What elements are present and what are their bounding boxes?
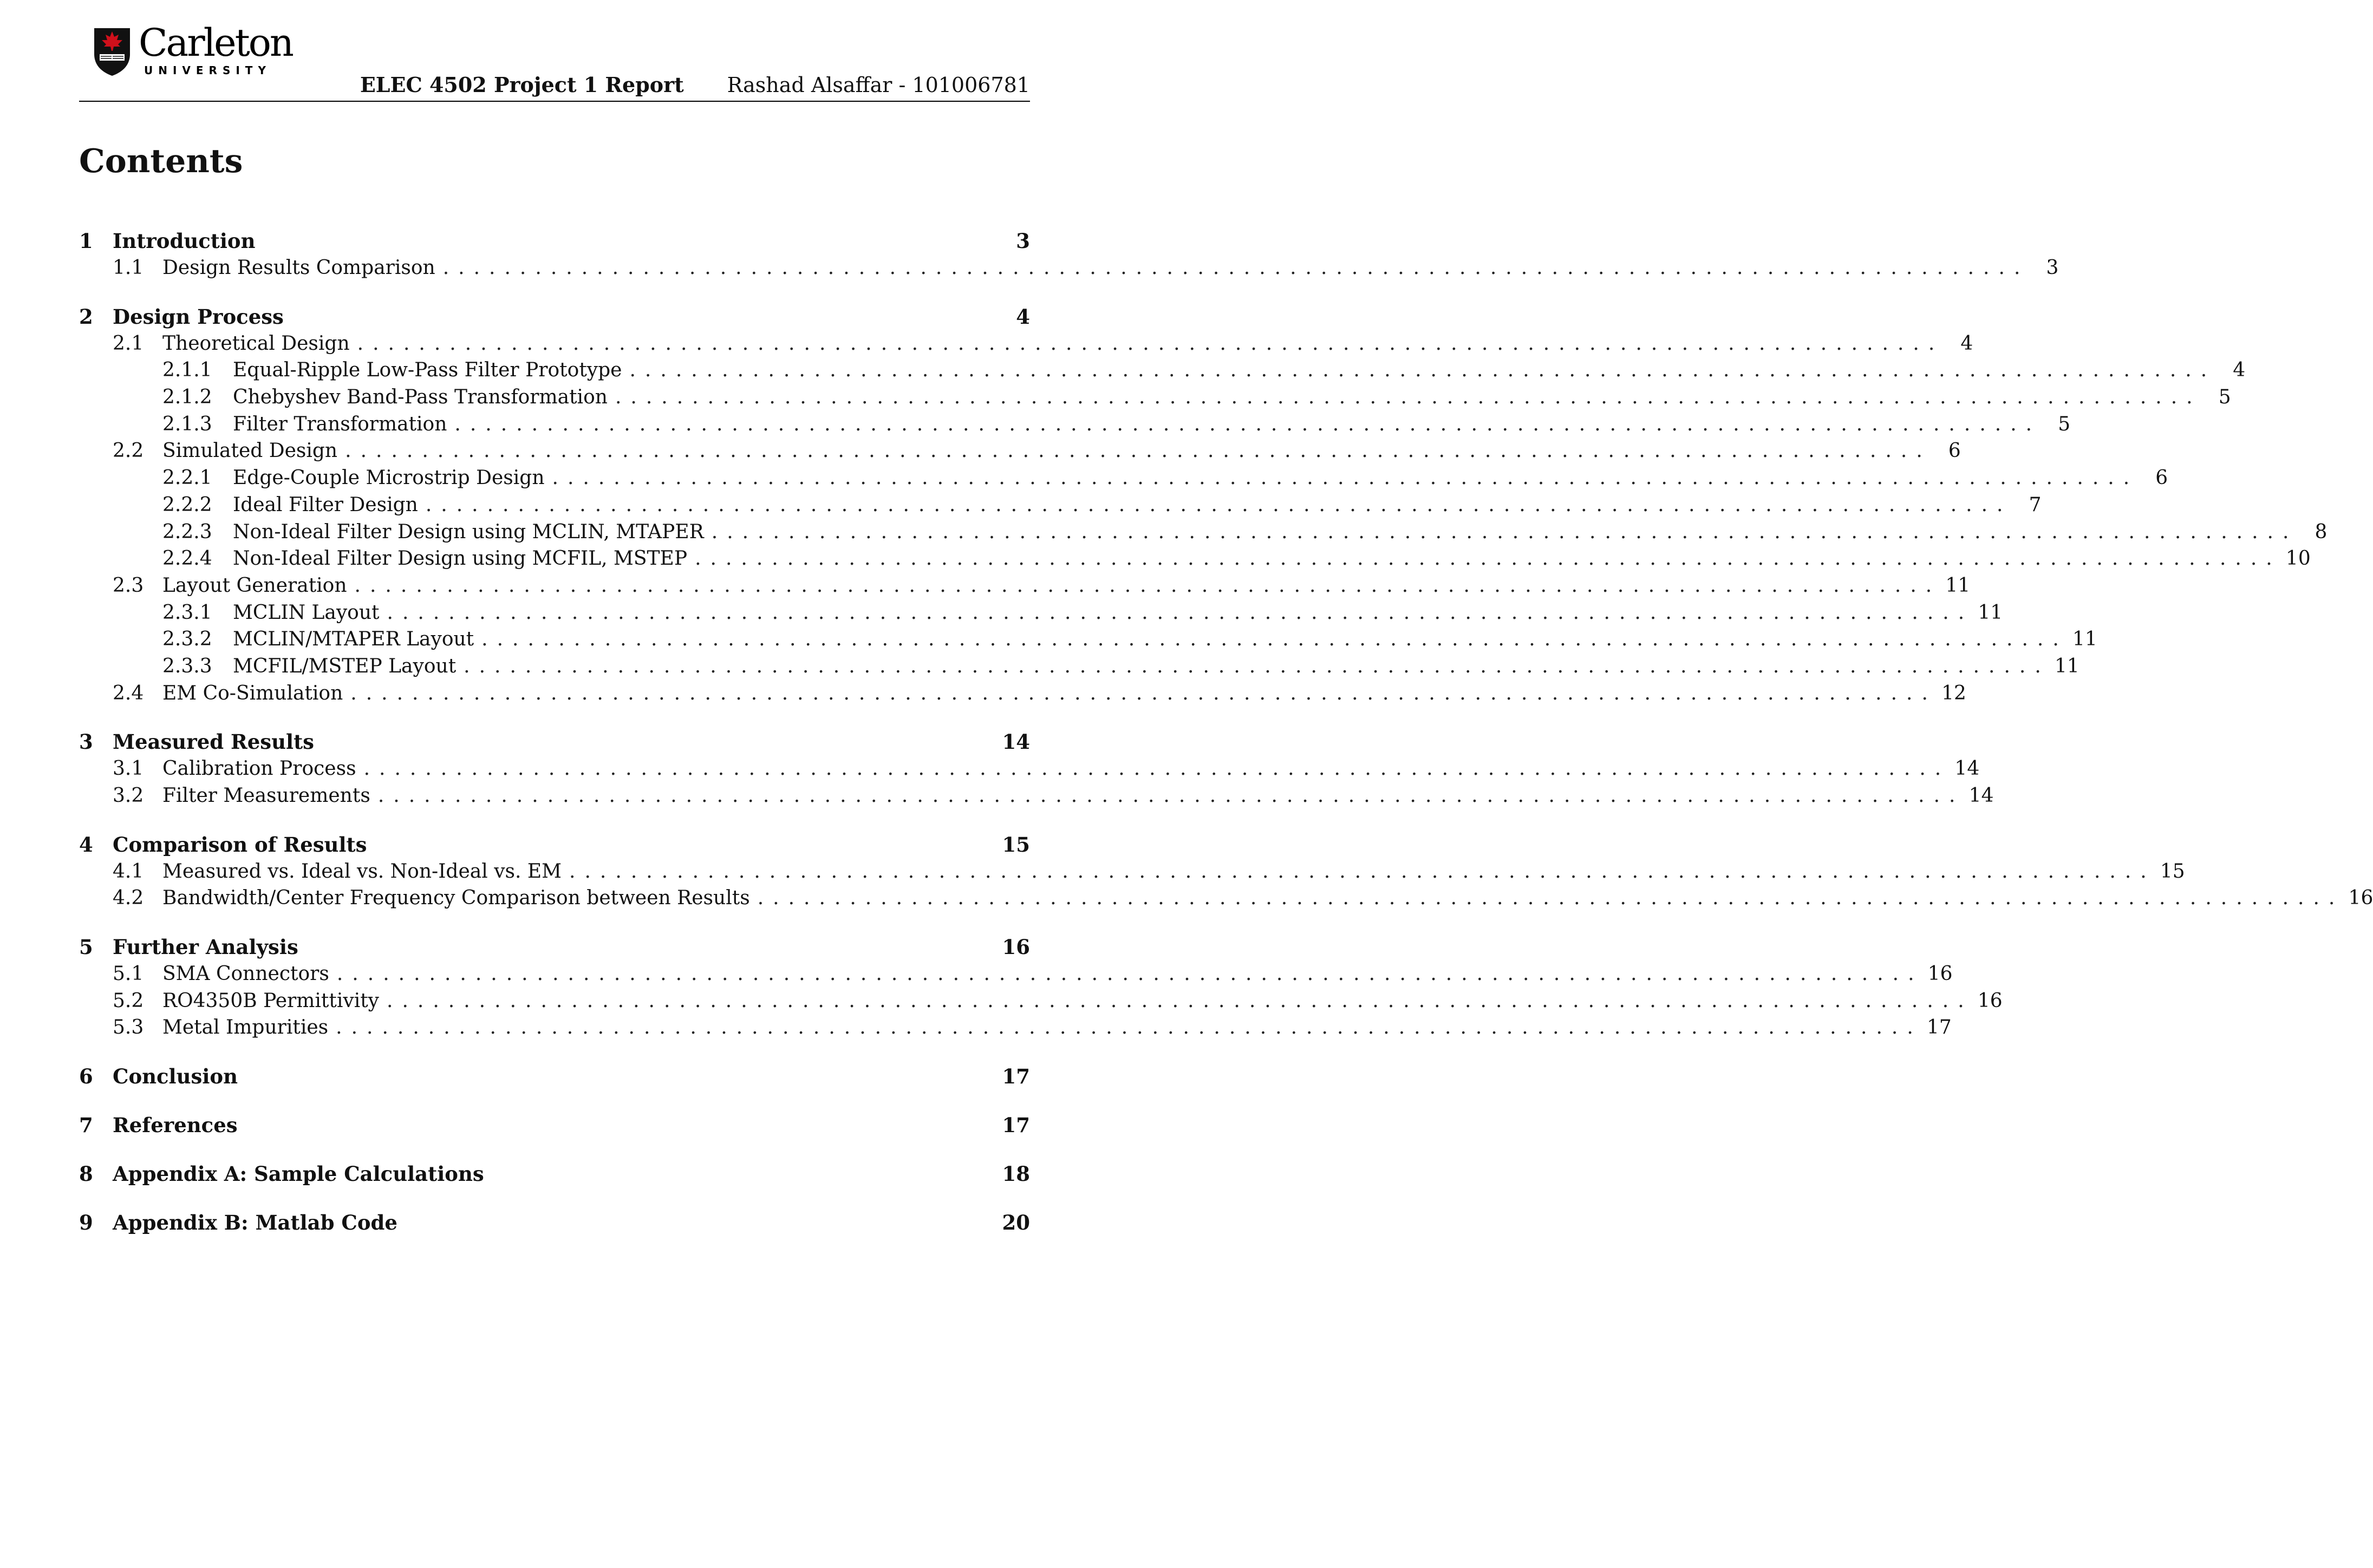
page-header: [79, 21, 1030, 102]
toc-section[interactable]: [79, 1063, 1030, 1090]
toc-subsubsection[interactable]: [79, 357, 2246, 384]
toc-page: 16: [2348, 887, 2373, 910]
toc-number: 3: [79, 730, 93, 754]
toc-title: Conclusion: [113, 1064, 238, 1089]
toc-number: 3.2: [113, 785, 144, 807]
toc-page: 5: [2058, 413, 2071, 435]
toc-subsubsection[interactable]: [79, 465, 2168, 492]
toc-page: 6: [1948, 440, 1961, 462]
toc-title: SMA Connectors: [162, 963, 329, 985]
toc-number: 2.1.3: [162, 413, 212, 435]
toc-title: References: [113, 1113, 238, 1138]
toc-number: 2.3: [113, 574, 144, 597]
table-of-contents: [79, 227, 2373, 1236]
toc-title: Comparison of Results: [113, 832, 367, 857]
toc-subsection[interactable]: [79, 988, 2003, 1015]
toc-subsection[interactable]: [79, 1014, 1952, 1041]
toc-number: 2.2.3: [162, 520, 212, 543]
toc-leader: .......................................................................................................: [442, 257, 2030, 279]
toc-page: 17: [1002, 1064, 1030, 1089]
toc-page: 11: [1945, 574, 1971, 597]
logo-subtitle: UNIVERSITY: [144, 64, 271, 77]
toc-number: 6: [79, 1064, 93, 1089]
toc-title: Measured Results: [113, 730, 314, 754]
toc-title: MCLIN Layout: [233, 601, 380, 624]
toc-number: 9: [79, 1211, 93, 1235]
toc-section[interactable]: [79, 831, 1030, 858]
toc-page: 10: [2285, 547, 2311, 570]
toc-subsubsection[interactable]: [79, 653, 2079, 680]
toc-leader: .......................................................................................................: [695, 547, 2281, 570]
toc-page: 14: [1002, 730, 1030, 754]
toc-number: 2.4: [113, 682, 144, 704]
toc-number: 2: [79, 304, 93, 329]
toc-number: 5.1: [113, 963, 144, 985]
toc-title: Measured vs. Ideal vs. Non-Ideal vs. EM: [162, 860, 562, 883]
toc-number: 2.1: [113, 332, 144, 355]
toc-leader: .......................................................................................................: [464, 655, 2050, 677]
toc-page: 20: [1002, 1211, 1030, 1235]
toc-subsection[interactable]: [79, 437, 1961, 465]
toc-number: 2.2.2: [162, 493, 212, 516]
toc-number: 4.2: [113, 887, 144, 910]
toc-leader: .......................................................................................................: [757, 887, 2344, 910]
toc-title: Calibration Process: [162, 757, 356, 780]
toc-number: 5.3: [113, 1016, 144, 1039]
toc-page: 8: [2315, 520, 2328, 543]
toc-section[interactable]: [79, 1209, 1030, 1236]
toc-subsubsection[interactable]: [79, 545, 2311, 572]
toc-page: 16: [1977, 989, 2003, 1012]
header-rule: [79, 101, 1030, 102]
toc-subsection[interactable]: [79, 572, 1971, 599]
toc-page: 16: [1002, 935, 1030, 959]
toc-number: 2.1.1: [162, 359, 212, 382]
toc-subsubsection[interactable]: [79, 411, 2071, 438]
toc-subsection[interactable]: [79, 885, 2373, 912]
toc-leader: .......................................................................................................: [345, 440, 1932, 462]
toc-leader: .......................................................................................................: [629, 359, 2216, 382]
toc-page: 14: [1968, 785, 1994, 807]
toc-leader: .......................................................................................................: [336, 1016, 1922, 1039]
toc-section[interactable]: [79, 227, 1030, 254]
toc-title: Design Process: [113, 304, 284, 329]
toc-title: Design Results Comparison: [162, 257, 435, 279]
toc-page: 12: [1941, 682, 1966, 704]
toc-subsection[interactable]: [79, 680, 1966, 707]
shield-icon: [93, 27, 131, 77]
toc-page: 18: [1002, 1162, 1030, 1186]
toc-page: 17: [1002, 1113, 1030, 1138]
toc-number: 2.1.2: [162, 386, 212, 409]
toc-page: 11: [1978, 601, 2003, 624]
toc-page: 11: [2072, 628, 2097, 651]
carleton-logo: [93, 21, 310, 81]
toc-number: 7: [79, 1113, 93, 1138]
toc-section[interactable]: [79, 303, 1030, 330]
toc-title: Filter Transformation: [233, 413, 447, 435]
toc-section[interactable]: [79, 1160, 1030, 1187]
toc-leader: .......................................................................................................: [425, 493, 2012, 516]
toc-page: 4: [1960, 332, 1973, 355]
toc-subsection[interactable]: [79, 782, 1994, 809]
toc-leader: .......................................................................................................: [387, 601, 1974, 624]
toc-leader: .......................................................................................................: [454, 413, 2042, 435]
toc-subsubsection[interactable]: [79, 626, 2097, 653]
toc-number: 4.1: [113, 860, 144, 883]
toc-title: Appendix B: Matlab Code: [113, 1211, 397, 1235]
toc-leader: .......................................................................................................: [481, 628, 2068, 651]
toc-number: 2.2.4: [162, 547, 212, 570]
header-author: Rashad Alsaffar - 101006781: [727, 73, 1030, 97]
toc-title: Metal Impurities: [162, 1016, 329, 1039]
toc-leader: .......................................................................................................: [354, 574, 1941, 597]
toc-leader: .......................................................................................................: [711, 520, 2298, 543]
toc-title: Further Analysis: [113, 935, 298, 959]
toc-page: 17: [1926, 1016, 1952, 1039]
toc-leader: .......................................................................................................: [552, 467, 2139, 489]
toc-section[interactable]: [79, 1112, 1030, 1139]
toc-subsection[interactable]: [79, 755, 1980, 782]
toc-subsection[interactable]: [79, 858, 2185, 885]
running-header: [360, 75, 1030, 95]
toc-leader: .......................................................................................................: [350, 682, 1937, 704]
toc-page: 15: [1002, 832, 1030, 857]
toc-title: Non-Ideal Filter Design using MCLIN, MTAPER: [233, 520, 704, 543]
toc-title: Layout Generation: [162, 574, 347, 597]
toc-leader: .......................................................................................................: [387, 989, 1973, 1012]
toc-title: Appendix A: Sample Calculations: [113, 1162, 484, 1186]
toc-number: 4: [79, 832, 93, 857]
toc-subsection[interactable]: [79, 961, 1953, 988]
logo-wordmark: Carleton: [139, 21, 292, 65]
toc-number: 2.3.1: [162, 601, 212, 624]
toc-section[interactable]: [79, 933, 1030, 961]
toc-page: 3: [2046, 257, 2059, 279]
toc-page: 4: [2233, 359, 2246, 382]
toc-leader: .......................................................................................................: [357, 332, 1944, 355]
toc-number: 3.1: [113, 757, 144, 780]
toc-page: 3: [1016, 229, 1030, 253]
toc-number: 2.3.3: [162, 655, 212, 677]
toc-number: 5.2: [113, 989, 144, 1012]
toc-subsubsection[interactable]: [79, 492, 2042, 519]
toc-number: 8: [79, 1162, 93, 1186]
toc-title: MCFIL/MSTEP Layout: [233, 655, 457, 677]
toc-number: 2.2: [113, 440, 144, 462]
toc-page: 4: [1016, 304, 1030, 329]
toc-title: Filter Measurements: [162, 785, 370, 807]
toc-number: 2.2.1: [162, 467, 212, 489]
toc-subsubsection[interactable]: [79, 519, 2328, 546]
toc-subsubsection[interactable]: [79, 384, 2231, 411]
toc-page: 11: [2055, 655, 2079, 677]
toc-number: 2.3.2: [162, 628, 212, 651]
toc-title: MCLIN/MTAPER Layout: [233, 628, 474, 651]
toc-page: 16: [1927, 963, 1953, 985]
toc-subsubsection[interactable]: [79, 599, 2003, 626]
toc-number: 5: [79, 935, 93, 959]
toc-section[interactable]: [79, 728, 1030, 755]
toc-leader: .......................................................................................................: [615, 386, 2202, 409]
toc-title: Theoretical Design: [162, 332, 350, 355]
toc-page: 14: [1954, 757, 1980, 780]
toc-subsection[interactable]: [79, 254, 2059, 282]
toc-leader: .......................................................................................................: [336, 963, 1924, 985]
toc-title: Simulated Design: [162, 440, 338, 462]
toc-leader: .......................................................................................................: [363, 757, 1951, 780]
toc-leader: .......................................................................................................: [377, 785, 1965, 807]
header-course: ELEC 4502 Project 1 Report: [360, 73, 684, 97]
toc-page: 6: [2155, 467, 2168, 489]
toc-leader: .......................................................................................................: [569, 860, 2156, 883]
toc-title: Equal-Ripple Low-Pass Filter Prototype: [233, 359, 622, 382]
toc-title: RO4350B Permittivity: [162, 989, 380, 1012]
toc-subsection[interactable]: [79, 330, 1973, 357]
toc-title: Chebyshev Band-Pass Transformation: [233, 386, 608, 409]
page-title: Contents: [79, 142, 243, 180]
toc-number: 1.1: [113, 257, 144, 279]
toc-title: Bandwidth/Center Frequency Comparison between Results: [162, 887, 750, 910]
toc-title: Non-Ideal Filter Design using MCFIL, MSTEP: [233, 547, 688, 570]
toc-title: EM Co-Simulation: [162, 682, 343, 704]
toc-page: 7: [2029, 493, 2042, 516]
toc-title: Introduction: [113, 229, 256, 253]
toc-number: 1: [79, 229, 93, 253]
toc-title: Ideal Filter Design: [233, 493, 418, 516]
toc-page: 5: [2218, 386, 2231, 409]
toc-page: 15: [2160, 860, 2185, 883]
toc-title: Edge-Couple Microstrip Design: [233, 467, 545, 489]
